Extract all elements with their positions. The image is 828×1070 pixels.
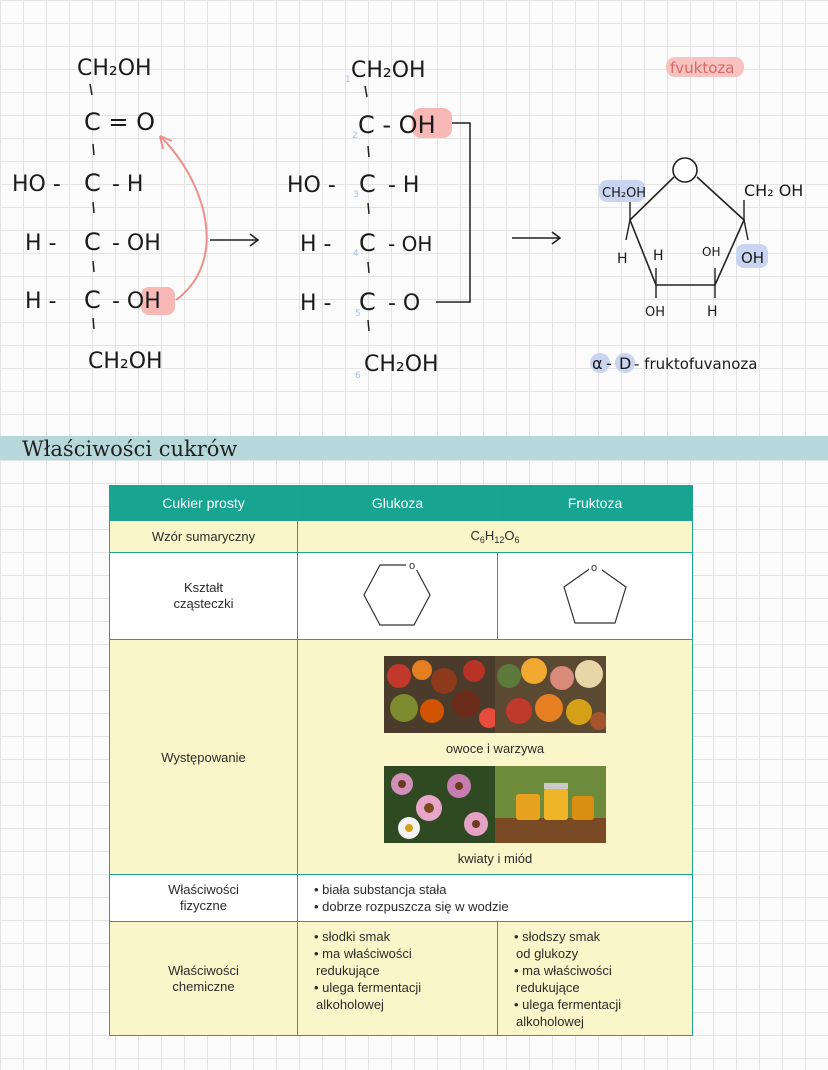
hexagon-ring-icon — [358, 559, 438, 631]
s1-r1-left: HO - — [12, 172, 61, 197]
s1-r1-right: - H — [112, 172, 144, 197]
list-item: redukujące — [316, 963, 380, 978]
s1-top: CH₂OH — [77, 56, 152, 81]
s2-r1-left: HO - — [287, 173, 336, 198]
ring-oxygen-icon — [673, 158, 697, 182]
svg-text:o: o — [591, 561, 598, 574]
ring-ch2oh-right: CH₂ OH — [744, 181, 804, 200]
ring-oh-inner: OH — [702, 245, 721, 259]
carbon-number-4: 4 — [353, 249, 359, 259]
list-item: • słodki smak — [314, 929, 391, 944]
s2-r2-right: - OH — [388, 232, 433, 256]
s1-r1-c: C — [84, 169, 101, 197]
name-alpha: α — [592, 354, 603, 373]
occurrence-cell — [298, 640, 693, 875]
list-item: • ma właściwości — [514, 963, 612, 978]
caption-fruits-vegetables: owoce i warzywa — [445, 741, 545, 756]
shape-label: Kształt cząsteczki — [110, 553, 298, 640]
s1-r2-left: H - — [25, 231, 57, 256]
s2-c1: C - OH — [358, 111, 436, 139]
carbon-number-5: 5 — [355, 309, 361, 319]
s1-r3-right: - OH — [112, 289, 161, 314]
structure-open-chain — [12, 56, 207, 374]
formula-label: Wzór sumaryczny — [110, 521, 298, 553]
list-item: • dobrze rozpuszcza się w wodzie — [314, 899, 509, 914]
fruits-vegetables-photo — [384, 656, 606, 733]
ring-closure-bracket — [436, 123, 470, 302]
carbon-number-6: 6 — [355, 371, 361, 381]
carbon-number-2: 2 — [352, 131, 358, 141]
list-item: od glukozy — [516, 946, 579, 961]
pentagon-ring-icon — [558, 561, 632, 629]
table-header-row — [110, 486, 693, 521]
chemistry-notes — [0, 0, 828, 420]
header-glucose: Glukoza — [298, 486, 498, 521]
fructose-shape-cell — [498, 553, 693, 640]
ring-h-inner: H — [653, 248, 664, 264]
s2-r3-c: C — [359, 288, 376, 316]
ring-h-left: H — [617, 251, 628, 267]
list-item: • biała substancja stała — [314, 882, 447, 897]
physical-label: Właściwości fizyczne — [110, 875, 298, 922]
s2-top: CH₂OH — [351, 58, 426, 83]
formula-value: $C_6H_{12}O_6$ — [298, 521, 693, 553]
curved-arrow-icon — [160, 136, 207, 300]
table-row-shape — [110, 553, 693, 640]
s1-r2-right: - OH — [112, 231, 161, 256]
chemical-glucose-cell — [298, 922, 498, 1036]
glucose-shape-cell — [298, 553, 498, 640]
s2-r3-left: H - — [300, 291, 332, 316]
ring-ch2oh-left: CH₂OH — [602, 186, 647, 201]
carbon-number-1: 1 — [345, 75, 351, 85]
furanose-ring — [592, 158, 803, 373]
list-item: • ulega fermentacji — [514, 997, 622, 1012]
occurrence-label: Występowanie — [110, 640, 298, 875]
svg-text:o: o — [408, 559, 415, 572]
list-item: alkoholowej — [516, 1014, 584, 1029]
s2-r2-left: H - — [300, 232, 332, 257]
table-row-chemical — [110, 922, 693, 1036]
chemical-fructose-cell — [498, 922, 693, 1036]
list-item: redukujące — [516, 980, 580, 995]
name-rest: - fruktofuvanoza — [634, 355, 758, 373]
s1-r2-c: C — [84, 228, 101, 256]
sugar-properties-table — [109, 485, 693, 1036]
s2-r1-right: - H — [388, 173, 420, 198]
table-row-occurrence — [110, 640, 693, 875]
flowers-honey-photo — [384, 766, 606, 843]
name-dash: - — [606, 354, 612, 373]
name-d: D — [619, 354, 632, 373]
fructose-label: fvuktoza — [670, 59, 735, 77]
list-item: • ma właściwości — [314, 946, 412, 961]
reaction-arrow-2-icon — [512, 232, 560, 244]
s1-c1: C = O — [84, 108, 156, 136]
s2-r2-c: C — [359, 229, 376, 257]
physical-properties-cell — [298, 875, 693, 922]
s2-r3-right: - O — [388, 291, 421, 316]
reaction-arrow-icon — [210, 234, 258, 246]
header-fructose: Fruktoza — [498, 486, 693, 521]
s2-r1-c: C — [359, 170, 376, 198]
table-row-formula — [110, 521, 693, 553]
list-item: • słodszy smak — [514, 929, 601, 944]
structure-numbered-chain — [287, 58, 470, 381]
s2-bottom: CH₂OH — [364, 352, 439, 377]
header-simple-sugar: Cukier prosty — [110, 486, 298, 521]
ring-oh-right: OH — [741, 249, 765, 267]
carbon-number-3: 3 — [353, 190, 359, 200]
ring-oh-bottom: OH — [645, 305, 666, 320]
ring-h-bottom: H — [707, 304, 718, 320]
table-row-physical — [110, 875, 693, 922]
s1-r3-left: H - — [25, 289, 57, 314]
s1-bottom: CH₂OH — [88, 349, 163, 374]
section-title: Właściwości cukrów — [22, 437, 238, 461]
list-item: • ulega fermentacji — [314, 980, 422, 995]
caption-flowers-honey: kwiaty i miód — [457, 851, 533, 866]
chemical-label: Właściwości chemiczne — [110, 922, 298, 1036]
s1-r3-c: C — [84, 286, 101, 314]
list-item: alkoholowej — [316, 997, 384, 1012]
